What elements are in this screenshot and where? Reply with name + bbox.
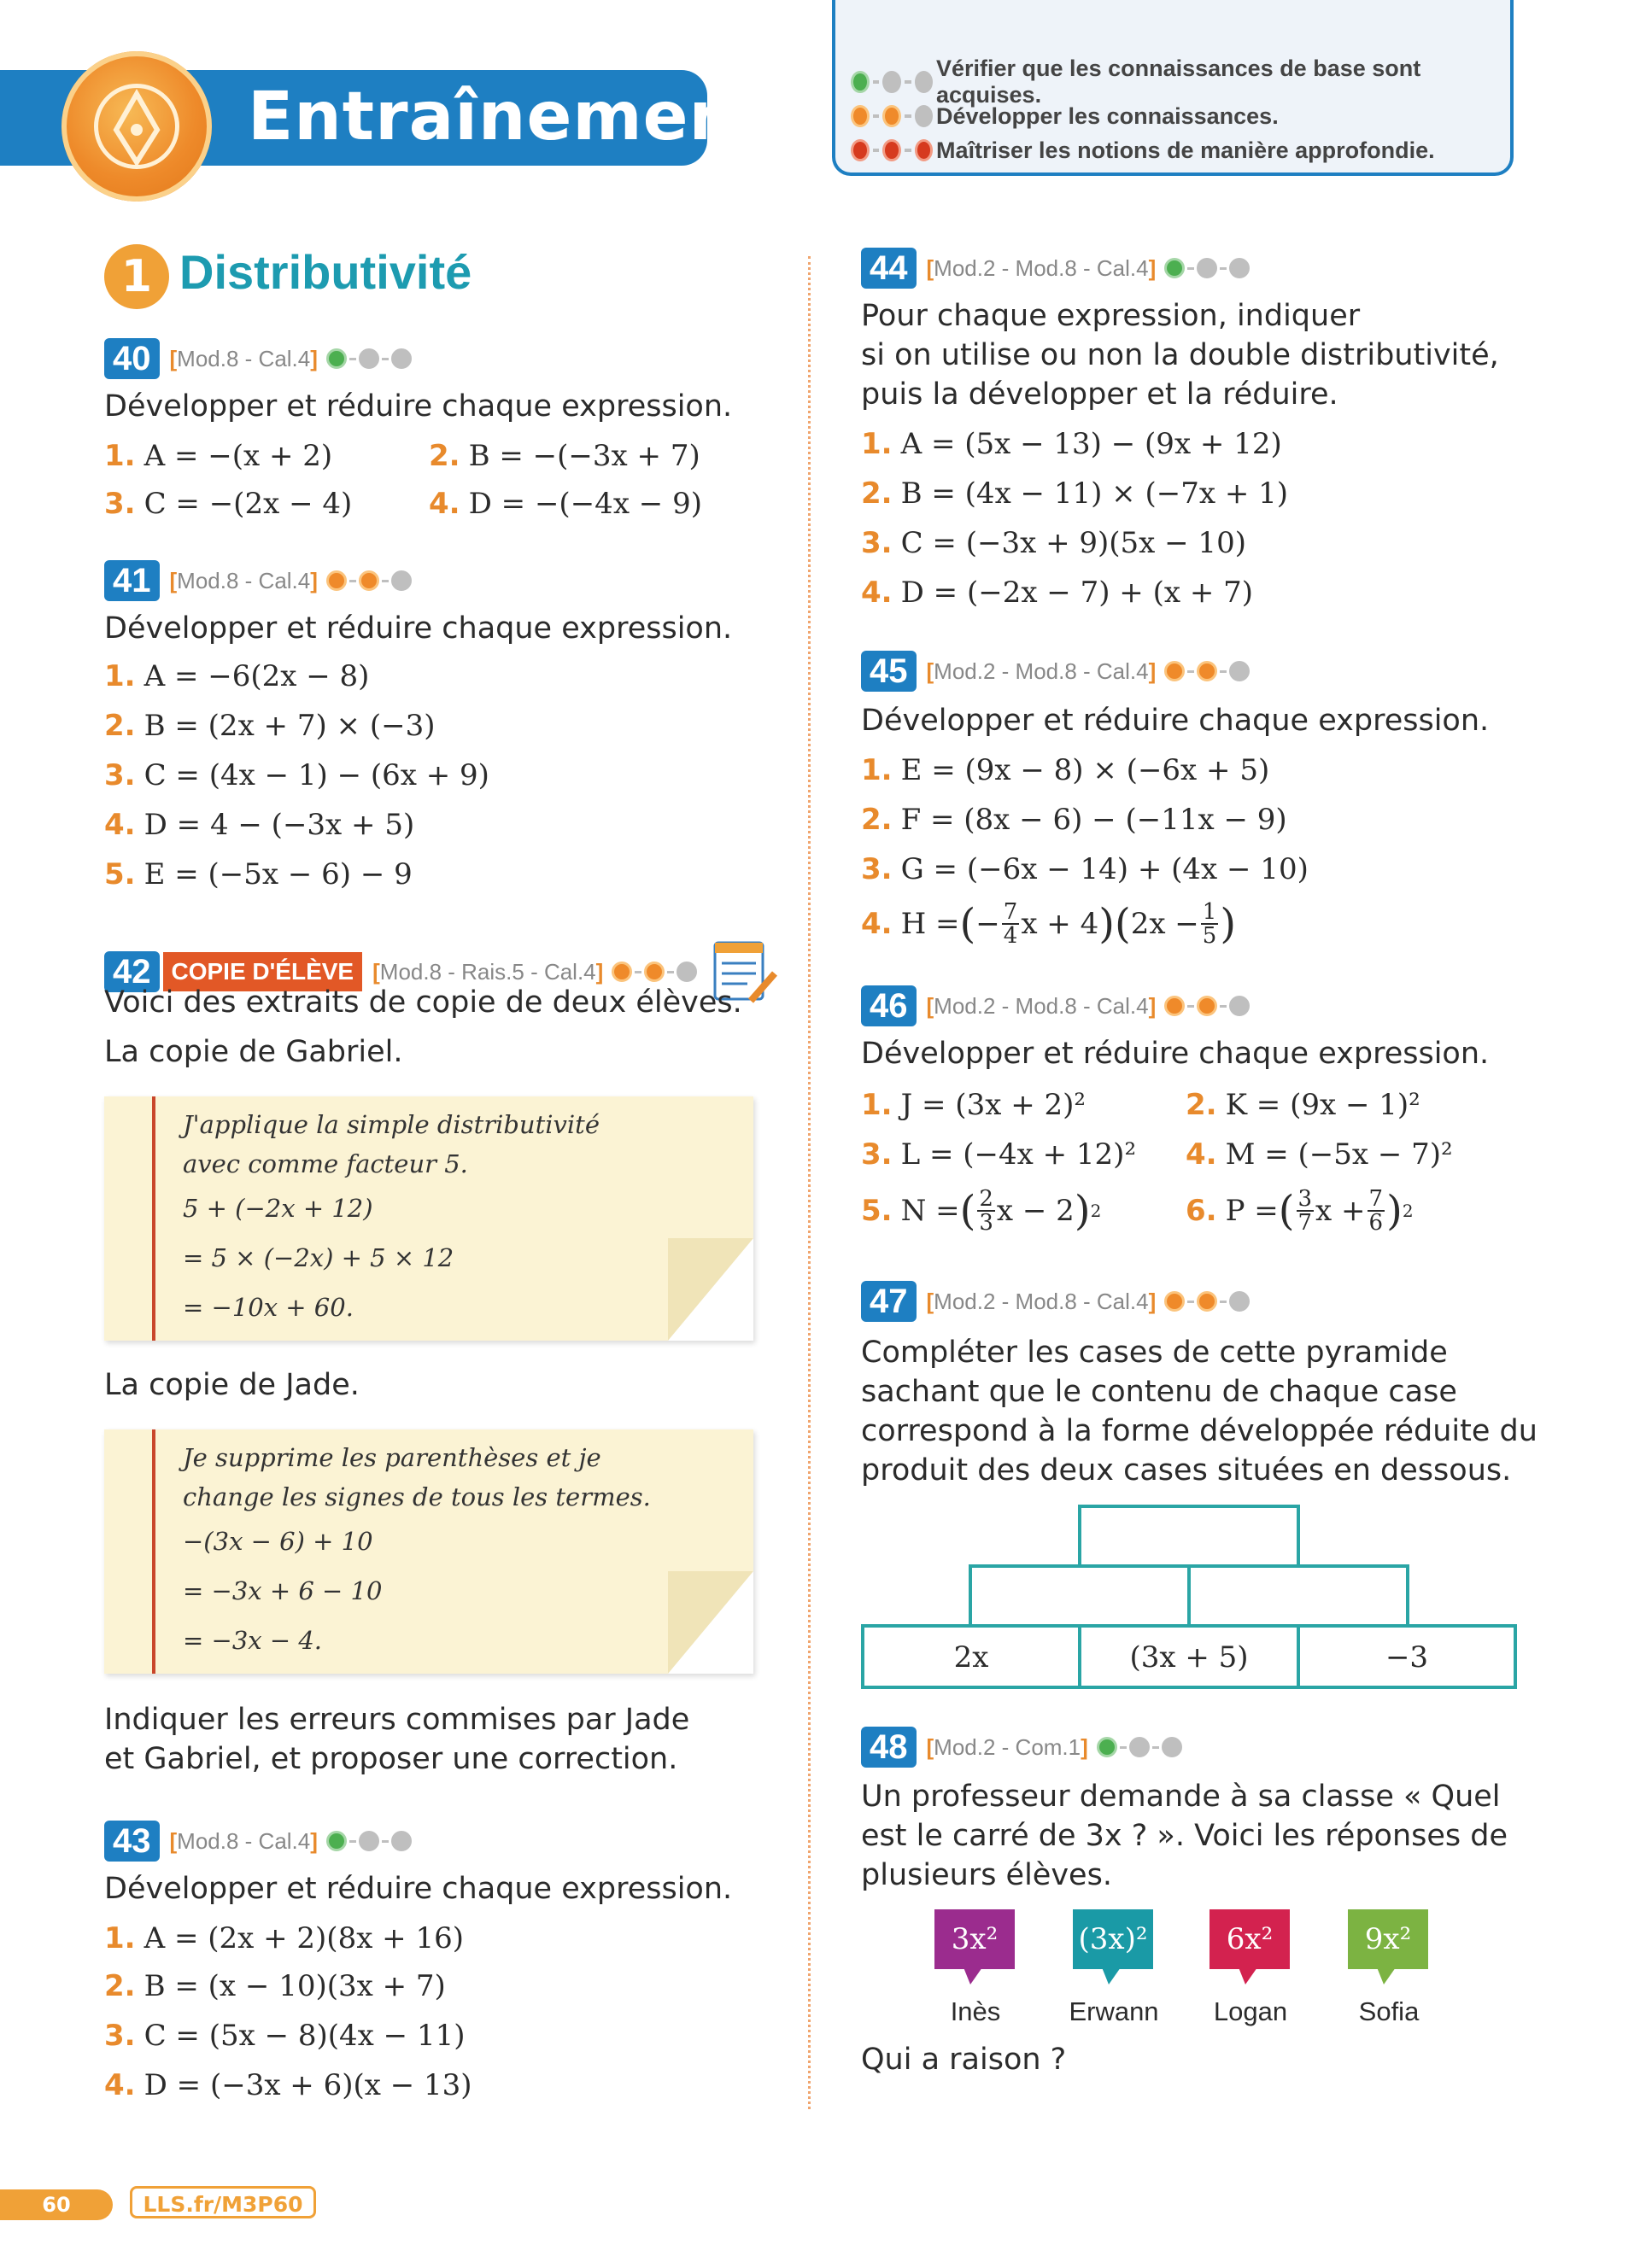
legend-text: Maîtriser les notions de manière approfondie. bbox=[936, 137, 1435, 163]
gabriel-copy-note bbox=[104, 1096, 753, 1341]
exercise-statement: Développer et réduire chaque expression. bbox=[861, 1037, 1490, 1071]
student-name: Sofia bbox=[1358, 1996, 1420, 2026]
handwritten-line: 5 + (−2x + 12) bbox=[183, 1194, 373, 1223]
exercise-statement: Développer et réduire chaque expression. bbox=[104, 389, 733, 424]
skills-tag: [Mod.8 - Cal.4] bbox=[169, 1827, 318, 1854]
exercise-43-header bbox=[104, 1821, 414, 1862]
skills-tag: [Mod.2 - Mod.8 - Cal.4] bbox=[926, 254, 1157, 281]
exercise-item: 4. D = (−3x + 6)(x − 13) bbox=[104, 2068, 472, 2102]
student-name: Logan bbox=[1213, 1996, 1288, 2026]
exercise-46-header bbox=[861, 985, 1252, 1026]
exercise-number: 46 bbox=[861, 985, 917, 1026]
student-name: Inès bbox=[950, 1996, 1001, 2026]
exercise-intro: Voici des extraits de copie de deux élèves. bbox=[104, 985, 742, 1020]
exercise-statement: Développer et réduire chaque expression. bbox=[104, 1872, 733, 1906]
exercise-item: 2. B = (4x − 11) × (−7x + 1) bbox=[861, 476, 1289, 511]
exercise-question: Qui a raison ? bbox=[861, 2043, 1067, 2077]
exercise-statement: Pour chaque expression, indiquer bbox=[861, 299, 1361, 333]
handwritten-line: avec comme facteur 5. bbox=[183, 1149, 468, 1178]
exercise-item: 2. K = (9x − 1)² bbox=[1186, 1088, 1420, 1122]
exercise-item: 1. A = (5x − 13) − (9x + 12) bbox=[861, 427, 1282, 461]
exercise-item: 4. M = (−5x − 7)² bbox=[1186, 1137, 1453, 1172]
exercise-number: 40 bbox=[104, 338, 160, 379]
exercise-48-header bbox=[861, 1727, 1185, 1768]
legend-row-level-3 bbox=[851, 133, 1435, 167]
skills-tag: [Mod.2 - Mod.8 - Cal.4] bbox=[926, 1288, 1157, 1314]
difficulty-dots-icon bbox=[1164, 258, 1252, 278]
handwritten-line: = −10x + 60. bbox=[183, 1293, 354, 1322]
pyramid-top-cell bbox=[1078, 1505, 1300, 1568]
jade-label: La copie de Jade. bbox=[104, 1368, 360, 1402]
difficulty-dots-icon bbox=[326, 570, 414, 591]
exercise-statement: Un professeur demande à sa classe « Quel bbox=[861, 1780, 1501, 1814]
exercise-statement: produit des deux cases situées en dessous. bbox=[861, 1453, 1512, 1488]
pen-nib-medal-icon bbox=[62, 51, 212, 202]
handwritten-line: Je supprime les parenthèses et je bbox=[183, 1443, 601, 1472]
exercise-45-header bbox=[861, 651, 1252, 692]
column-divider bbox=[808, 256, 811, 2109]
online-resource-link[interactable]: LLS.fr/M3P60 bbox=[130, 2186, 316, 2218]
section-title: Distributivité bbox=[179, 245, 472, 299]
student-name: Erwann bbox=[1069, 1996, 1159, 2026]
difficulty-dots-icon bbox=[612, 962, 700, 982]
exercise-statement: puis la développer et la réduire. bbox=[861, 377, 1338, 412]
exercise-item: 1. A = (2x + 2)(8x + 16) bbox=[104, 1921, 465, 1955]
exercise-item: 5. E = (−5x − 6) − 9 bbox=[104, 857, 413, 891]
handwritten-line: −(3x − 6) + 10 bbox=[183, 1527, 373, 1556]
exercise-item: 1. E = (9x − 8) × (−6x + 5) bbox=[861, 753, 1270, 787]
legend-text: Vérifier que les connaissances de base sont acquises. bbox=[936, 56, 1421, 108]
handwritten-line: = −3x − 4. bbox=[183, 1626, 323, 1655]
exercise-item: 4. D = (−2x − 7) + (x + 7) bbox=[861, 576, 1254, 610]
pyramid-middle-cell-left bbox=[969, 1564, 1191, 1628]
exercise-item: 3. C = (4x − 1) − (6x + 9) bbox=[104, 758, 489, 792]
exercise-item: 1. A = −(x + 2) bbox=[104, 439, 333, 473]
exercise-question: Indiquer les erreurs commises par Jade bbox=[104, 1703, 690, 1737]
exercise-number: 43 bbox=[104, 1821, 160, 1862]
legend-row-level-2 bbox=[851, 99, 1279, 133]
exercise-item: 5. N = ( $\frac{2}{3}$ x − 2 ) 2 bbox=[861, 1186, 1102, 1236]
exercise-item: 2. B = (2x + 7) × (−3) bbox=[104, 709, 436, 743]
exercise-question: et Gabriel, et proposer une correction. bbox=[104, 1742, 678, 1776]
exercise-statement: correspond à la forme développée réduite du bbox=[861, 1414, 1538, 1448]
exercise-item: 4. D = −(−4x − 9) bbox=[429, 487, 702, 521]
exercise-statement: plusieurs élèves. bbox=[861, 1858, 1112, 1892]
exercise-item: 2. B = (x − 10)(3x + 7) bbox=[104, 1969, 446, 2003]
exercise-item: 4. H = ( − $\frac{7}{4}$ x + 4 )( 2x − $\frac{1}{5}$ ) bbox=[861, 899, 1237, 949]
handwritten-line: = 5 × (−2x) + 5 × 12 bbox=[183, 1243, 454, 1272]
pyramid-base-cell: (3x + 5) bbox=[1078, 1624, 1300, 1689]
exercise-item: 6. P = ( $\frac{3}{7}$ x + $\frac{7}{6}$ ) 2 bbox=[1186, 1186, 1414, 1236]
student-copy-badge: COPIE D'ÉLÈVE bbox=[163, 952, 363, 991]
exercise-statement: Développer et réduire chaque expression. bbox=[861, 704, 1490, 738]
exercise-statement: est le carré de 3x ? ». Voici les réponses de bbox=[861, 1819, 1508, 1853]
pyramid-base-cell: 2x bbox=[861, 1624, 1081, 1689]
exercise-statement: Développer et réduire chaque expression. bbox=[104, 611, 733, 646]
exercise-41-header bbox=[104, 560, 414, 601]
exercise-number: 44 bbox=[861, 248, 917, 289]
exercise-item: 3. C = −(2x − 4) bbox=[104, 487, 353, 521]
answer-bubble: 3x² bbox=[934, 1909, 1015, 1969]
exercise-number: 41 bbox=[104, 560, 160, 601]
handwritten-line: change les signes de tous les termes. bbox=[183, 1482, 651, 1511]
skills-tag: [Mod.8 - Rais.5 - Cal.4] bbox=[372, 958, 604, 985]
difficulty-dots-icon bbox=[1164, 996, 1252, 1016]
difficulty-dots-icon bbox=[326, 348, 414, 369]
answer-bubble: 6x² bbox=[1210, 1909, 1290, 1969]
pyramid-middle-cell-right bbox=[1187, 1564, 1409, 1628]
skills-tag: [Mod.8 - Cal.4] bbox=[169, 345, 318, 371]
exercise-item: 2. F = (8x − 6) − (−11x − 9) bbox=[861, 803, 1287, 837]
pyramid-base-cell: −3 bbox=[1297, 1624, 1517, 1689]
gabriel-label: La copie de Gabriel. bbox=[104, 1035, 403, 1069]
exercise-statement: Compléter les cases de cette pyramide bbox=[861, 1336, 1448, 1370]
section-number: 1 bbox=[104, 244, 169, 309]
exercise-item: 2. B = −(−3x + 7) bbox=[429, 439, 700, 473]
exercise-number: 48 bbox=[861, 1727, 917, 1768]
skills-tag: [Mod.2 - Com.1] bbox=[926, 1733, 1088, 1760]
exercise-number: 47 bbox=[861, 1281, 917, 1322]
answer-bubble: (3x)² bbox=[1073, 1909, 1153, 1969]
skills-tag: [Mod.2 - Mod.8 - Cal.4] bbox=[926, 658, 1157, 684]
exercise-item: 1. A = −6(2x − 8) bbox=[104, 659, 370, 693]
exercise-item: 3. G = (−6x − 14) + (4x − 10) bbox=[861, 852, 1309, 886]
difficulty-dots-icon bbox=[1164, 1291, 1252, 1312]
exercise-item: 4. D = 4 − (−3x + 5) bbox=[104, 808, 415, 842]
handwritten-line: = −3x + 6 − 10 bbox=[183, 1576, 383, 1605]
difficulty-legend bbox=[832, 0, 1514, 176]
page-title: Entraînement bbox=[248, 79, 770, 155]
exercise-statement: sachant que le contenu de chaque case bbox=[861, 1375, 1457, 1409]
exercise-statement: si on utilise ou non la double distributivité, bbox=[861, 338, 1499, 372]
exercise-47-header bbox=[861, 1281, 1252, 1322]
exercise-40-header bbox=[104, 338, 414, 379]
page-number: 60 bbox=[0, 2189, 113, 2220]
difficulty-dots-icon bbox=[1164, 661, 1252, 681]
jade-copy-note bbox=[104, 1429, 753, 1674]
answer-bubble: 9x² bbox=[1348, 1909, 1428, 1969]
exercise-number: 45 bbox=[861, 651, 917, 692]
difficulty-dots-icon bbox=[1097, 1737, 1185, 1757]
legend-row-level-1 bbox=[851, 56, 1510, 108]
exercise-item: 3. L = (−4x + 12)² bbox=[861, 1137, 1137, 1172]
exercise-item: 3. C = (5x − 8)(4x − 11) bbox=[104, 2019, 466, 2053]
skills-tag: [Mod.8 - Cal.4] bbox=[169, 567, 318, 593]
exercise-item: 3. C = (−3x + 9)(5x − 10) bbox=[861, 526, 1246, 560]
difficulty-dots-icon bbox=[326, 1831, 414, 1851]
handwritten-line: J'applique la simple distributivité bbox=[183, 1110, 600, 1139]
exercise-44-header bbox=[861, 248, 1252, 289]
legend-text: Développer les connaissances. bbox=[936, 102, 1279, 129]
exercise-item: 1. J = (3x + 2)² bbox=[861, 1088, 1086, 1122]
exercise-number: 42 bbox=[104, 951, 160, 992]
skills-tag: [Mod.2 - Mod.8 - Cal.4] bbox=[926, 992, 1157, 1019]
